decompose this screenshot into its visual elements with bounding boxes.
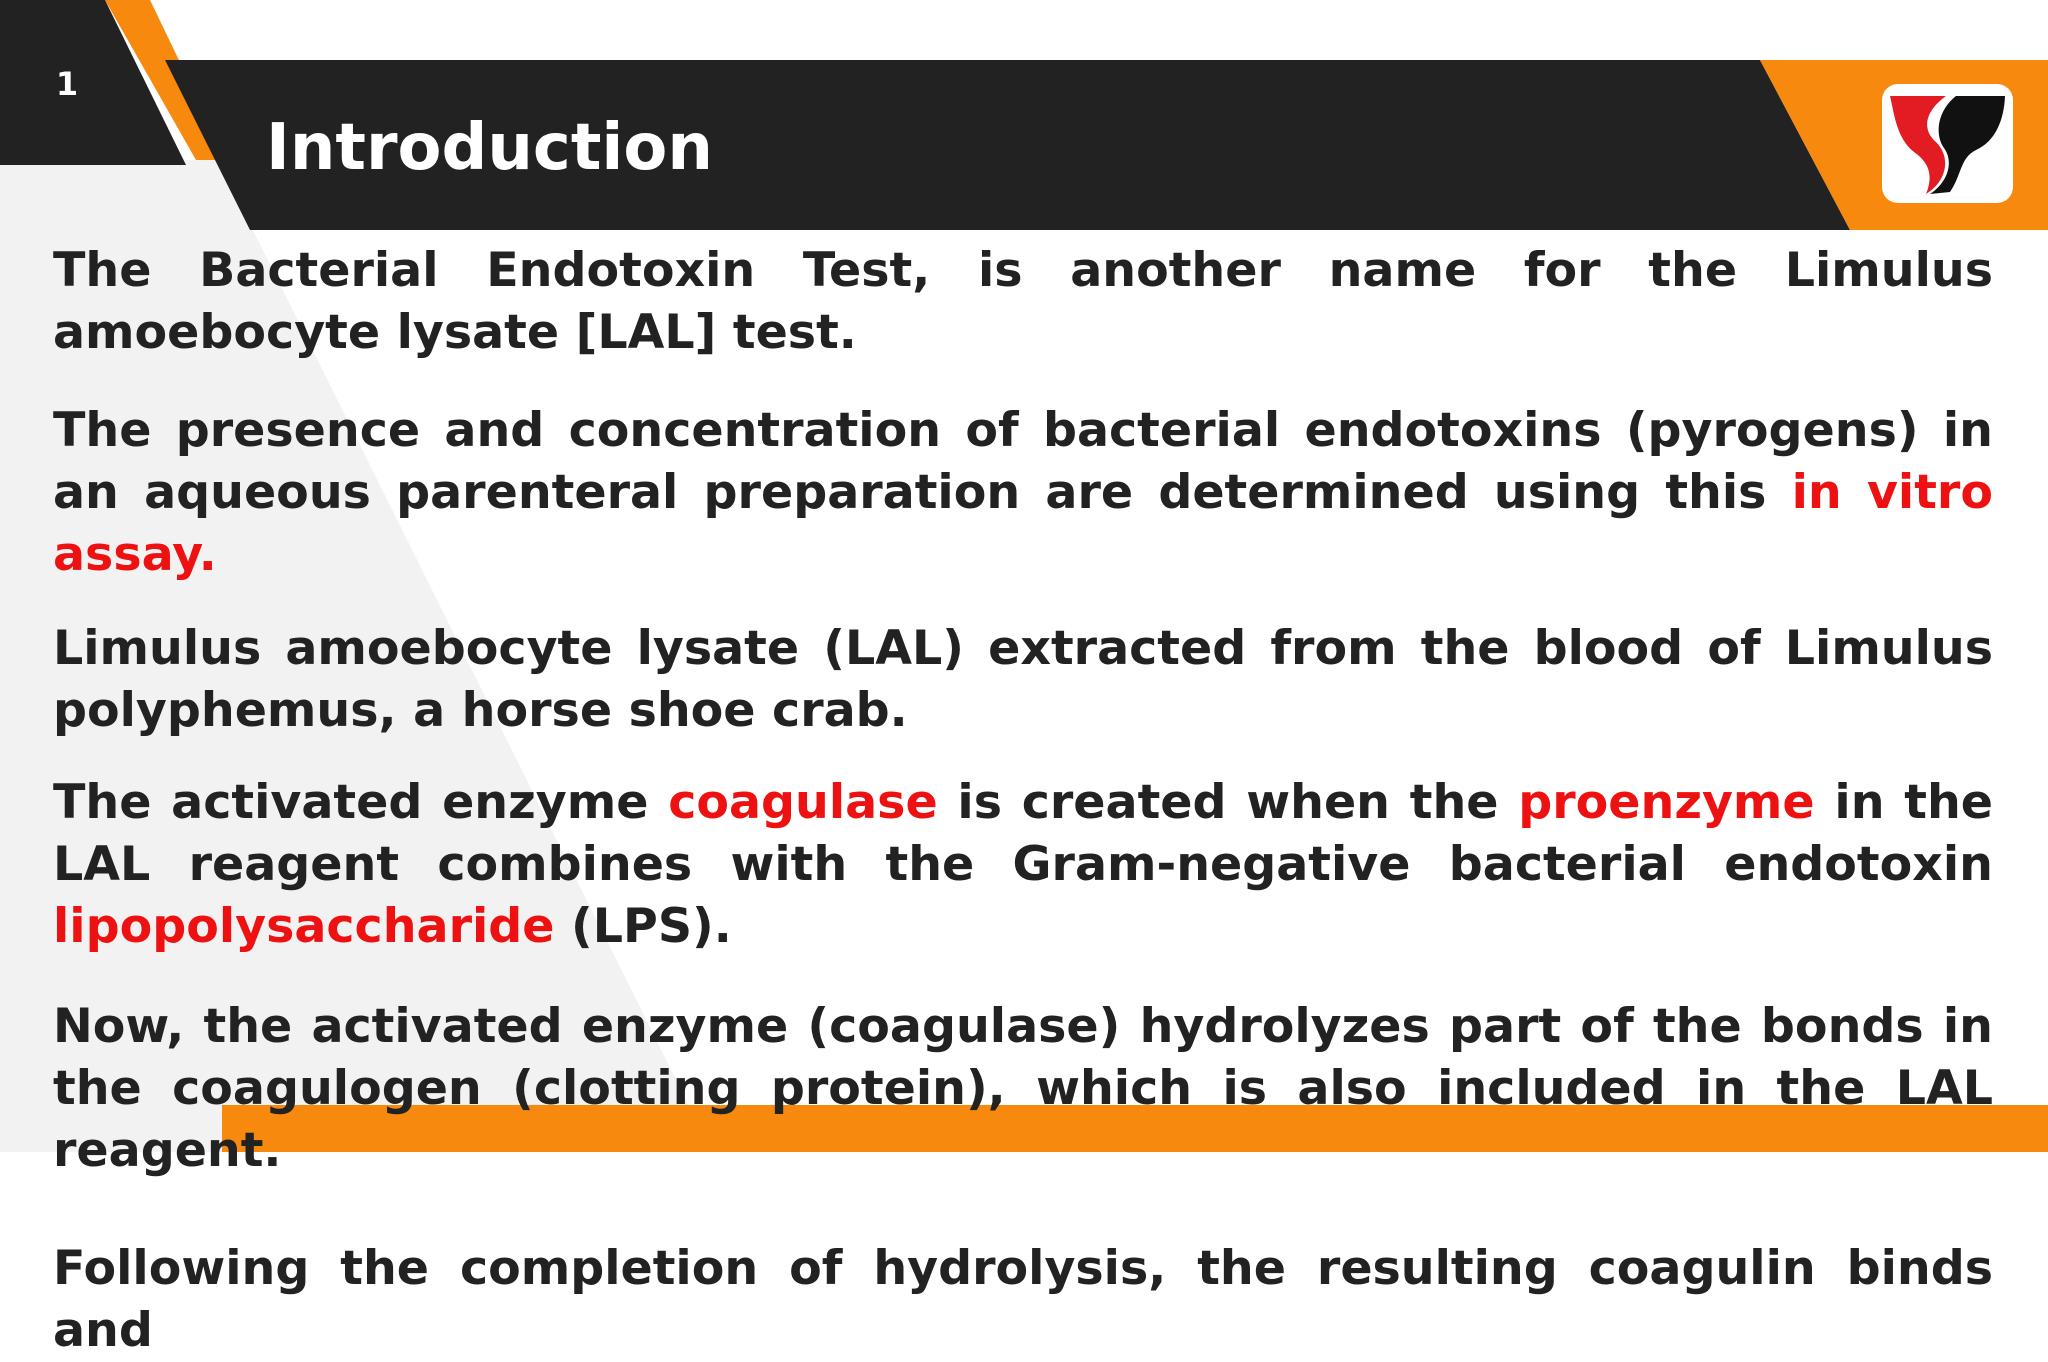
paragraph-activated-enzyme xyxy=(53,772,1993,958)
paragraph-text: Now, the activated enzyme (coagulase) hydrolyzes part of the bonds in the coagulogen (clotting protein), which is also included in the LAL reagent. xyxy=(53,999,1993,1178)
paragraph-limulus-lysate xyxy=(53,618,1993,742)
highlight-in-vitro-assay: in vitro assay. xyxy=(53,465,1993,582)
paragraph-following-hydrolysis xyxy=(53,1238,1993,1362)
highlight-coagulase: coagulase xyxy=(668,775,938,830)
paragraph-text: The Bacterial Endotoxin Test, is another name for the Limulus amoebocyte lysate [LAL] test. xyxy=(53,243,1993,360)
paragraph-text: The activated enzyme xyxy=(53,775,669,830)
paragraph-presence-concentration xyxy=(53,400,1993,586)
paragraph-text: (LPS). xyxy=(554,899,732,954)
slide-number: 1 xyxy=(55,65,79,103)
paragraph-text: is created when the xyxy=(937,775,1519,830)
highlight-lipopolysaccharide: lipopolysaccharide xyxy=(53,899,555,954)
paragraph-text: in the LAL reagent combines with the Gram-negative bacterial endotoxin xyxy=(53,775,1993,892)
highlight-proenzyme: proenzyme xyxy=(1518,775,1815,830)
paragraph-text: Limulus amoebocyte lysate (LAL) extracted from the blood of Limulus polyphemus, a horse shoe crab. xyxy=(53,621,1993,738)
slide-title: Introduction xyxy=(266,111,713,185)
s-logo-icon xyxy=(1880,82,2015,205)
slide-body xyxy=(53,240,1993,1362)
paragraph-text: Following the completion of hydrolysis, the resulting coagulin binds and xyxy=(53,1241,1993,1358)
paragraph-bacterial-endotoxin-test xyxy=(53,240,1993,364)
paragraph-hydrolysis xyxy=(53,996,1993,1182)
paragraph-text: The presence and concentration of bacterial endotoxins (pyrogens) in an aqueous parenteral preparation are determined using this xyxy=(53,403,1993,520)
